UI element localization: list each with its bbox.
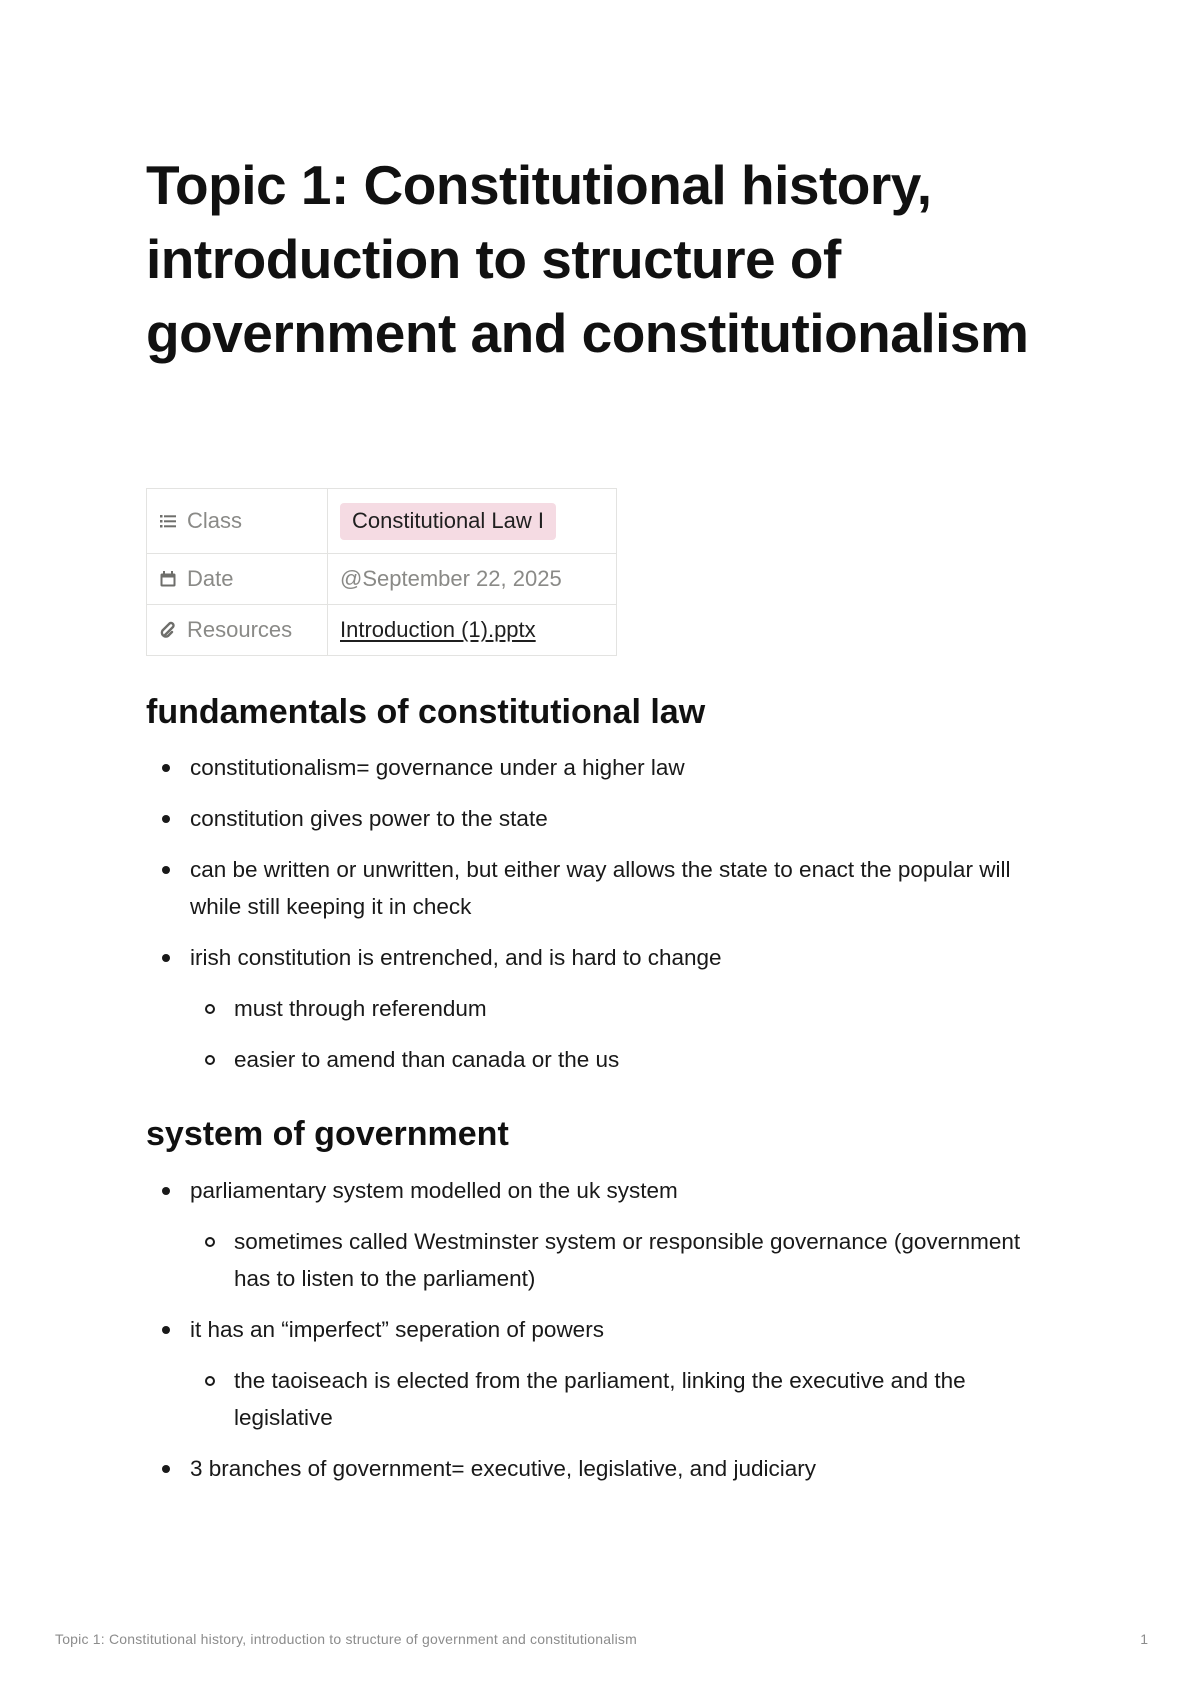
page-title: Topic 1: Constitutional history, introduction to structure of government and constitutionalism — [146, 154, 1029, 364]
nested-list — [190, 1223, 1046, 1297]
hollow-bullet-icon — [205, 1055, 215, 1065]
nested-list-item-text: the taoiseach is elected from the parliament, linking the executive and the legislative — [234, 1368, 966, 1430]
nested-list-item-text: easier to amend than canada or the us — [234, 1047, 620, 1072]
list-item-text: constitution gives power to the state — [190, 806, 548, 831]
hollow-bullet-icon — [205, 1004, 215, 1014]
footer-page-number: 1 — [1140, 1631, 1148, 1647]
list-item-text: parliamentary system modelled on the uk system — [190, 1178, 678, 1203]
property-label: Date — [187, 566, 234, 591]
property-label: Class — [187, 508, 243, 533]
bullet-dot-icon — [162, 1187, 170, 1195]
property-label: Resources — [187, 617, 293, 642]
list-item — [146, 749, 1046, 786]
bullet-list-fundamentals — [146, 749, 1046, 1092]
list-icon — [159, 512, 177, 530]
bullet-dot-icon — [162, 954, 170, 962]
property-value-date — [328, 554, 617, 605]
bullet-dot-icon — [162, 1465, 170, 1473]
property-row-class — [147, 489, 617, 554]
property-value-class — [328, 489, 617, 554]
bullet-dot-icon — [162, 1326, 170, 1334]
calendar-icon — [159, 570, 177, 588]
bullet-dot-icon — [162, 866, 170, 874]
nested-list — [190, 1362, 1046, 1436]
property-row-resources — [147, 605, 617, 656]
resource-file-link[interactable]: Introduction (1).pptx — [340, 617, 536, 642]
list-item — [146, 800, 1046, 837]
property-key-date — [147, 554, 328, 605]
bullet-dot-icon — [162, 815, 170, 823]
list-item-text: it has an “imperfect” seperation of powers — [190, 1317, 604, 1342]
section-heading-fundamentals: fundamentals of constitutional law — [146, 693, 706, 731]
nested-list-item-text: sometimes called Westminster system or responsible governance (government has to listen to the parliament) — [234, 1229, 1021, 1291]
nested-list-item — [190, 1041, 1046, 1078]
list-item — [146, 1450, 1046, 1487]
property-row-date — [147, 554, 617, 605]
date-value[interactable]: @September 22, 2025 — [340, 566, 562, 591]
list-item-text: constitutionalism= governance under a higher law — [190, 755, 685, 780]
list-item — [146, 1172, 1046, 1297]
list-item-text: 3 branches of government= executive, legislative, and judiciary — [190, 1456, 816, 1481]
nested-list — [190, 990, 1046, 1078]
property-value-resources — [328, 605, 617, 656]
footer-running-title: Topic 1: Constitutional history, introduction to structure of government and constitutionalism — [55, 1631, 637, 1647]
property-key-resources — [147, 605, 328, 656]
list-item-text: can be written or unwritten, but either way allows the state to enact the popular will while still keeping it in check — [190, 857, 1011, 919]
properties-table — [146, 488, 617, 656]
class-tag[interactable]: Constitutional Law I — [340, 503, 556, 540]
nested-list-item — [190, 990, 1046, 1027]
bullet-dot-icon — [162, 764, 170, 772]
hollow-bullet-icon — [205, 1237, 215, 1247]
list-item — [146, 1311, 1046, 1436]
bullet-list-system-of-government — [146, 1172, 1046, 1501]
nested-list-item — [190, 1223, 1046, 1297]
nested-list-item — [190, 1362, 1046, 1436]
list-item — [146, 939, 1046, 1078]
paperclip-icon — [159, 621, 177, 639]
section-heading-system-of-government: system of government — [146, 1115, 509, 1153]
property-key-class — [147, 489, 328, 554]
list-item — [146, 851, 1046, 925]
nested-list-item-text: must through referendum — [234, 996, 487, 1021]
list-item-text: irish constitution is entrenched, and is hard to change — [190, 945, 722, 970]
hollow-bullet-icon — [205, 1376, 215, 1386]
